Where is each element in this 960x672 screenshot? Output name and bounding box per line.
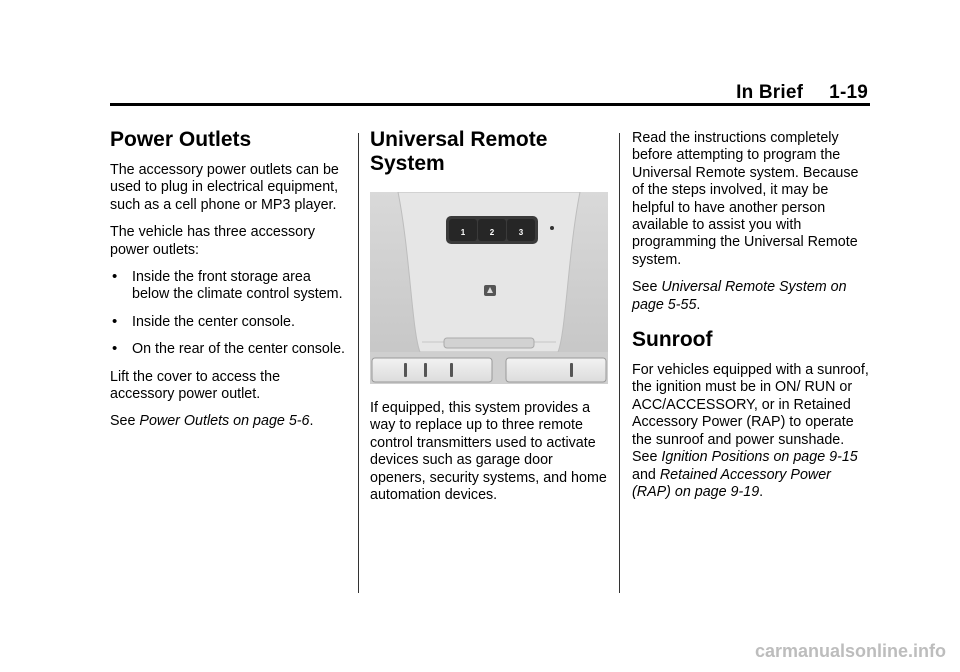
column-3 — [632, 130, 870, 511]
see-suffix: . — [696, 296, 701, 313]
button-label-3: 3 — [518, 228, 524, 237]
page-number: 1-19 — [829, 82, 868, 103]
section-title: In Brief — [736, 82, 804, 103]
map-lamp-left — [372, 358, 492, 382]
indicator-light-icon — [550, 226, 554, 230]
header-rule — [110, 103, 870, 106]
power-outlets-link[interactable]: Power Outlets on page 5-6 — [139, 413, 310, 430]
column-2 — [370, 128, 608, 514]
power-outlets-heading: Power Outlets — [110, 128, 252, 151]
sunroof-paragraph — [632, 362, 870, 501]
see-prefix: See — [632, 279, 662, 296]
power-outlets-count: The vehicle has three accessory power outlets: — [110, 224, 316, 258]
list-item: • On the rear of the center console. — [110, 341, 346, 358]
page-header — [736, 82, 868, 104]
column-divider-2 — [619, 133, 620, 593]
list-item: • Inside the center console. — [110, 314, 346, 331]
column-divider-1 — [358, 133, 359, 593]
and-text: and — [632, 466, 660, 483]
end-text: . — [759, 483, 764, 500]
button-label-2: 2 — [489, 228, 495, 237]
universal-remote-instructions: Read the instructions completely before attempting to program the Universal Remote system. Because of the steps involved, it may be helpful to have another person available to assist you with programming the Universal Remote system. — [632, 130, 859, 268]
sunroof-heading: Sunroof — [632, 328, 713, 352]
button-label-1: 1 — [460, 228, 466, 237]
power-outlets-see — [110, 413, 346, 430]
column-1 — [110, 128, 346, 441]
power-outlets-intro: The accessory power outlets can be used to plug in electrical equipment, such as a cell phone or MP3 player. — [110, 162, 339, 213]
universal-remote-see — [632, 279, 870, 314]
sunroof-text: For vehicles equipped with a sunroof, the ignition must be in ON/ RUN or ACC/ACCESSORY, or in Retained Accessory Power (RAP) to operate the sunroof and power sunshade. See — [632, 362, 869, 466]
watermark: carmanualsonline.info — [754, 641, 946, 661]
universal-remote-link[interactable]: Universal Remote System on page 5-55 — [632, 279, 847, 313]
power-outlets-cover: Lift the cover to access the accessory power outlet. — [110, 368, 281, 403]
outlet-location-list — [110, 269, 346, 359]
map-lamp-right — [506, 358, 606, 382]
list-item: • Inside the front storage area below the climate control system. — [110, 269, 346, 304]
universal-remote-heading: Universal Remote System — [370, 128, 548, 175]
see-prefix: See — [110, 413, 140, 430]
rap-link[interactable]: Retained Accessory Power (RAP) on page 9-19 — [632, 466, 831, 500]
see-suffix: . — [309, 413, 314, 430]
universal-remote-illustration — [370, 192, 608, 384]
ignition-positions-link[interactable]: Ignition Positions on page 9-15 — [661, 449, 858, 466]
universal-remote-intro: If equipped, this system provides a way to replace up to three remote control transmitters used to activate devices such as garage door openers, security systems, and home automation devices. — [370, 400, 607, 504]
